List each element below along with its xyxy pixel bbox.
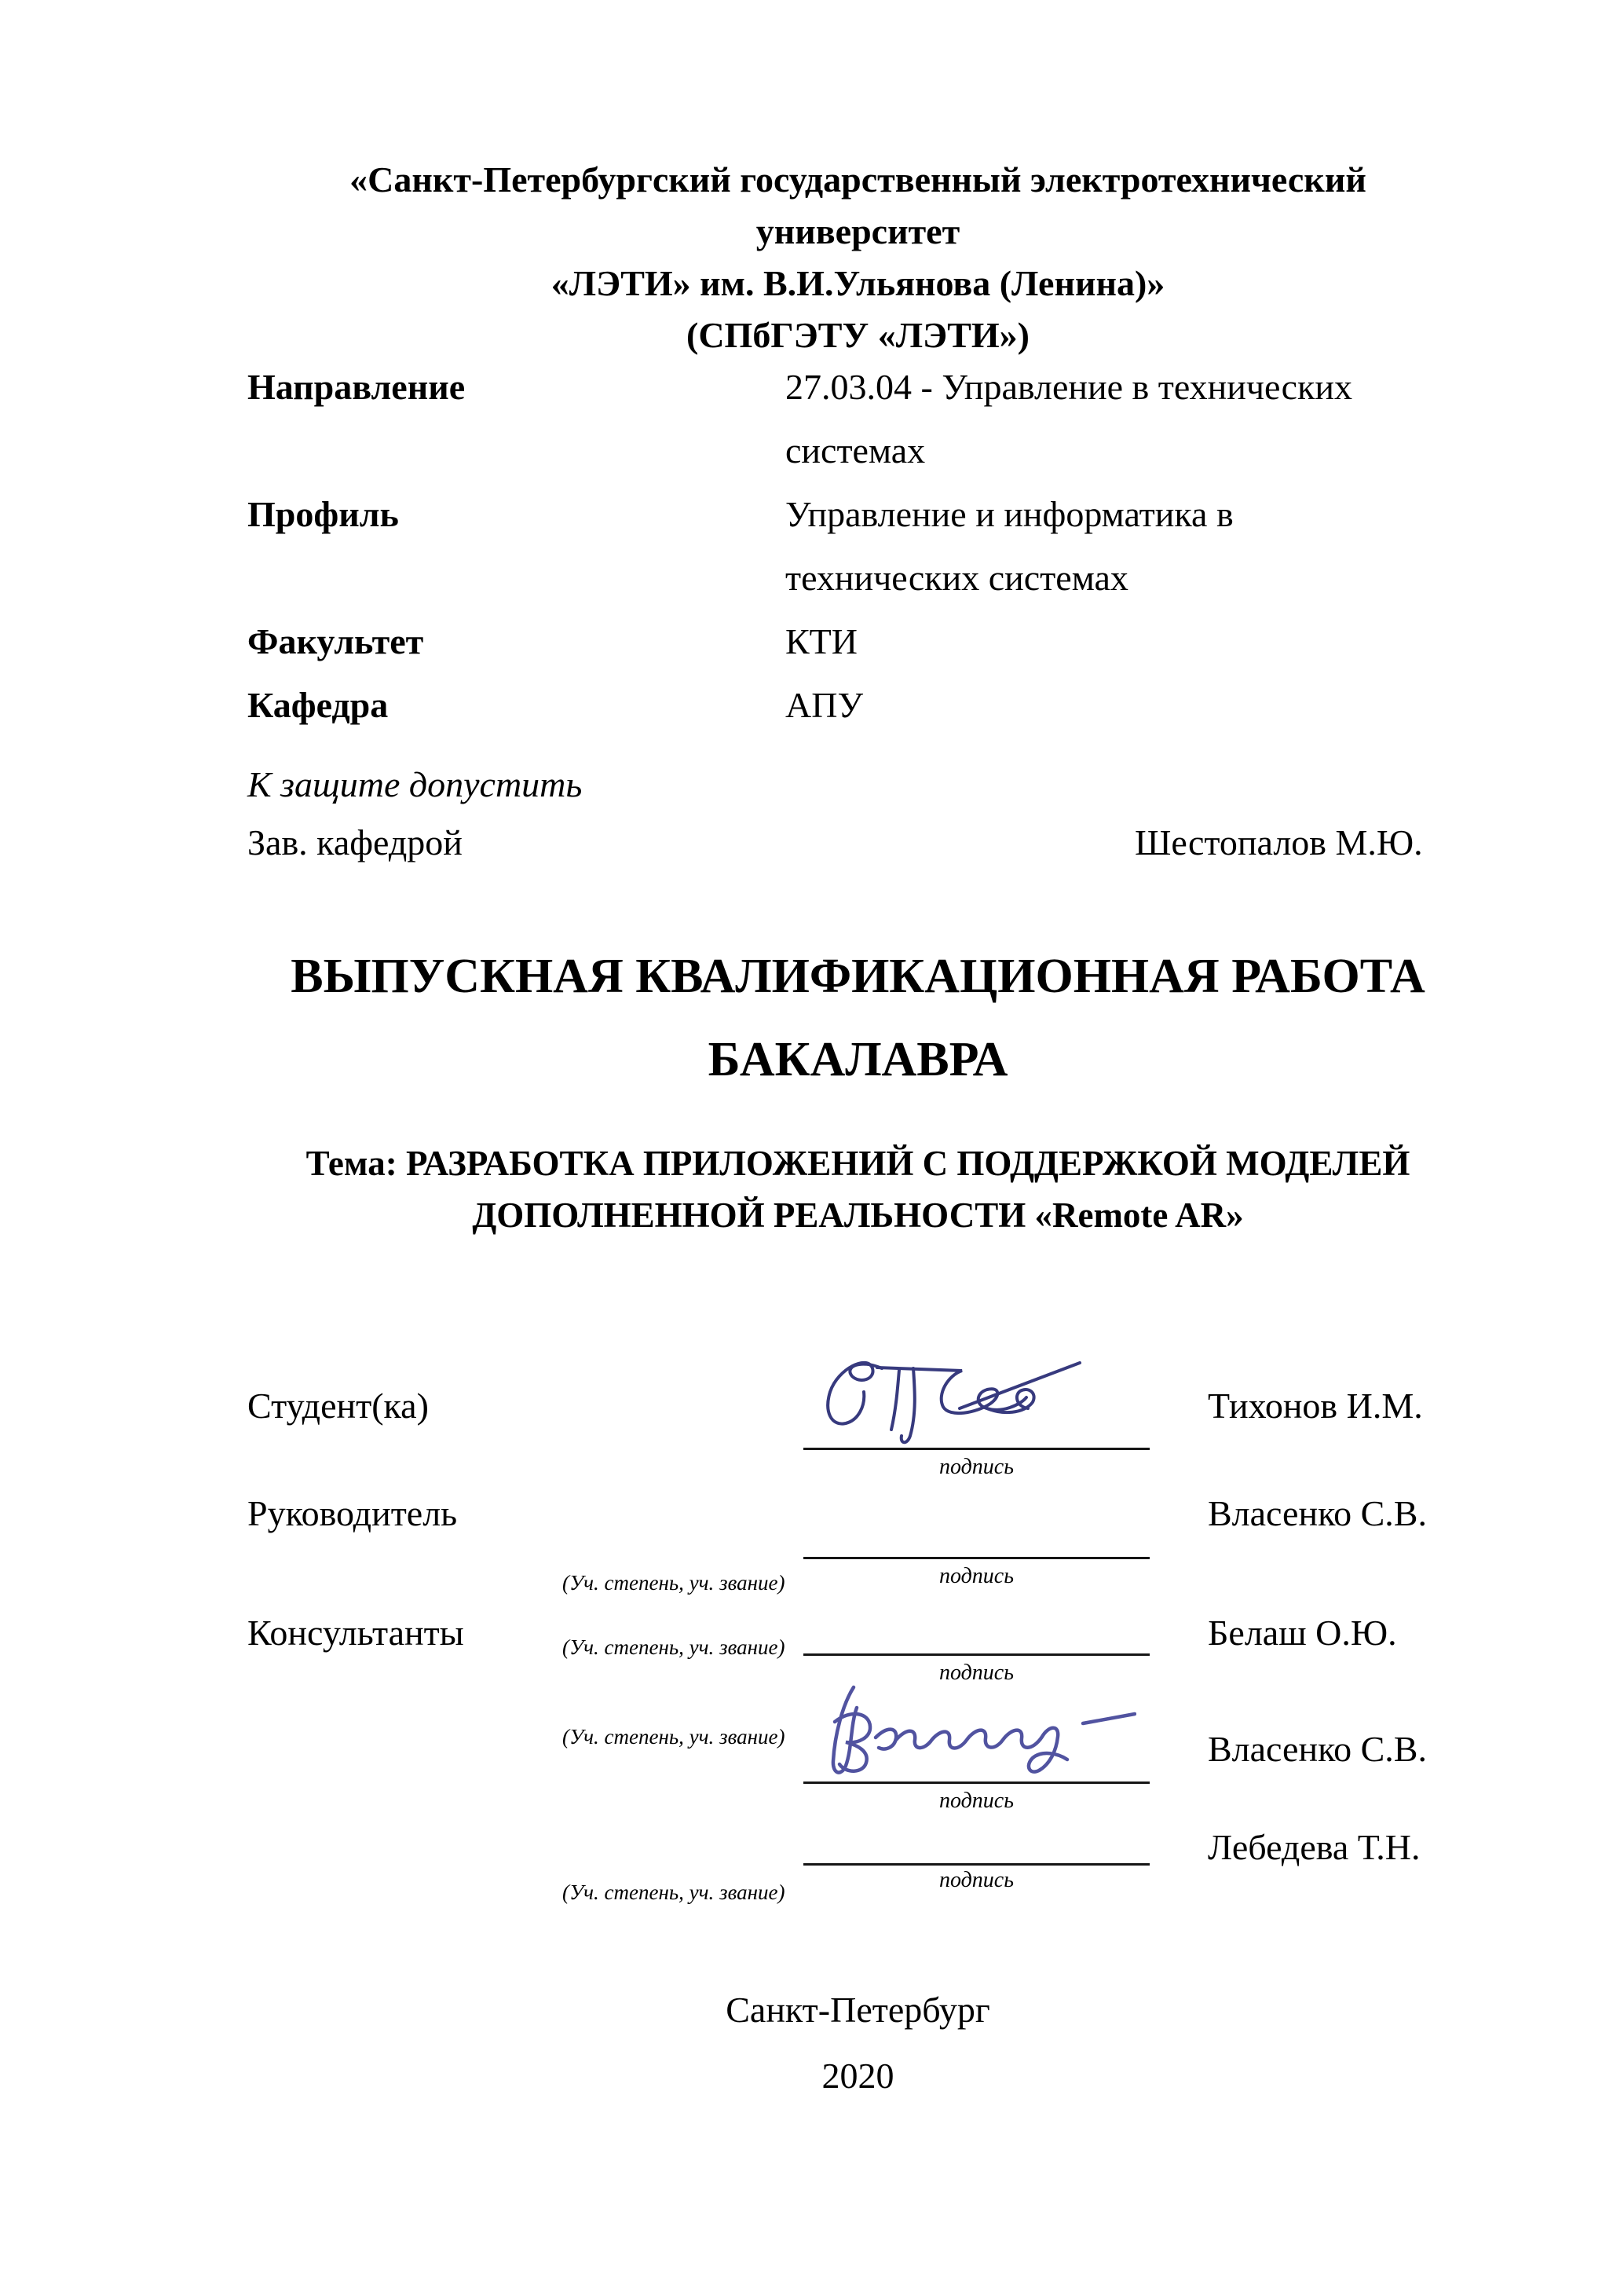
department-label: Кафедра bbox=[247, 685, 389, 725]
program-row-faculty bbox=[247, 610, 1469, 673]
supervisor-role-label: Руководитель bbox=[247, 1493, 458, 1533]
program-row-department bbox=[247, 673, 1469, 737]
consultant2-signature-line bbox=[803, 1782, 1150, 1784]
consultant3-signature-caption: подпись bbox=[939, 1868, 1014, 1892]
supervisor-degree-note: (Уч. степень, уч. звание) bbox=[562, 1571, 785, 1595]
thesis-theme bbox=[201, 1137, 1515, 1241]
university-name-line1: «Санкт-Петербургский государственный электротехнический университет bbox=[349, 159, 1366, 251]
consultant2-degree-note: (Уч. степень, уч. звание) bbox=[562, 1725, 785, 1749]
consultants-role-label: Консультанты bbox=[247, 1613, 464, 1653]
consultant-signature-image bbox=[813, 1681, 1136, 1782]
profile-label: Профиль bbox=[247, 494, 399, 534]
university-abbreviation: (СПбГЭТУ «ЛЭТИ») bbox=[686, 315, 1030, 355]
work-title-line1: ВЫПУСКНАЯ КВАЛИФИКАЦИОННАЯ РАБОТА bbox=[291, 950, 1425, 1003]
consultant1-degree-note: (Уч. степень, уч. звание) bbox=[562, 1635, 785, 1659]
consultant3-degree-note: (Уч. степень, уч. звание) bbox=[562, 1880, 785, 1904]
program-info bbox=[247, 355, 1469, 737]
university-header bbox=[247, 154, 1469, 361]
consultant2-signature-caption: подпись bbox=[939, 1789, 1014, 1813]
student-signature-line bbox=[803, 1448, 1150, 1450]
consultant1-name: Белаш О.Ю. bbox=[1208, 1613, 1397, 1653]
direction-value-line1: 27.03.04 - Управление в технических bbox=[785, 367, 1352, 407]
supervisor-name: Власенко С.В. bbox=[1208, 1493, 1427, 1533]
supervisor-signature-caption: подпись bbox=[939, 1564, 1014, 1588]
thesis-theme-line1: Тема: РАЗРАБОТКА ПРИЛОЖЕНИЙ С ПОДДЕРЖКОЙ МОДЕЛЕЙ bbox=[305, 1144, 1410, 1183]
direction-label: Направление bbox=[247, 367, 466, 407]
consultant3-name: Лебедева Т.Н. bbox=[1208, 1827, 1421, 1867]
profile-value-line2: технических системах bbox=[785, 558, 1128, 598]
consultant1-signature-caption: подпись bbox=[939, 1661, 1014, 1685]
faculty-label: Факультет bbox=[247, 621, 424, 661]
department-value: АПУ bbox=[785, 685, 864, 725]
consultant3-signature-line bbox=[803, 1863, 1150, 1866]
program-row-profile-wrap bbox=[247, 546, 1469, 610]
student-signature-image bbox=[821, 1356, 1084, 1447]
program-row-profile bbox=[247, 482, 1469, 546]
student-role-label: Студент(ка) bbox=[247, 1386, 429, 1426]
direction-value-line2: системах bbox=[785, 430, 926, 471]
work-title-line2: БАКАЛАВРА bbox=[708, 1033, 1008, 1086]
student-name: Тихонов И.М. bbox=[1208, 1386, 1423, 1426]
footer-city: Санкт-Петербург bbox=[726, 1990, 990, 2030]
admission-note: К защите допустить bbox=[247, 764, 583, 804]
consultant2-name: Власенко С.В. bbox=[1208, 1729, 1427, 1769]
footer-year: 2020 bbox=[821, 2056, 894, 2096]
department-head-name: Шестопалов М.Ю. bbox=[1135, 822, 1423, 862]
program-row-direction bbox=[247, 355, 1469, 419]
program-row-direction-wrap bbox=[247, 419, 1469, 482]
thesis-theme-line2: ДОПОЛНЕННОЙ РЕАЛЬНОСТИ «Remote AR» bbox=[472, 1196, 1244, 1235]
consultant1-signature-line bbox=[803, 1653, 1150, 1656]
faculty-value: КТИ bbox=[785, 621, 858, 661]
supervisor-signature-line bbox=[803, 1557, 1150, 1559]
work-title bbox=[201, 935, 1515, 1101]
student-signature-caption: подпись bbox=[939, 1455, 1014, 1479]
department-head-label: Зав. кафедрой bbox=[247, 822, 463, 862]
profile-value-line1: Управление и информатика в bbox=[785, 494, 1234, 534]
university-name-line2: «ЛЭТИ» им. В.И.Ульянова (Ленина)» bbox=[550, 263, 1165, 303]
